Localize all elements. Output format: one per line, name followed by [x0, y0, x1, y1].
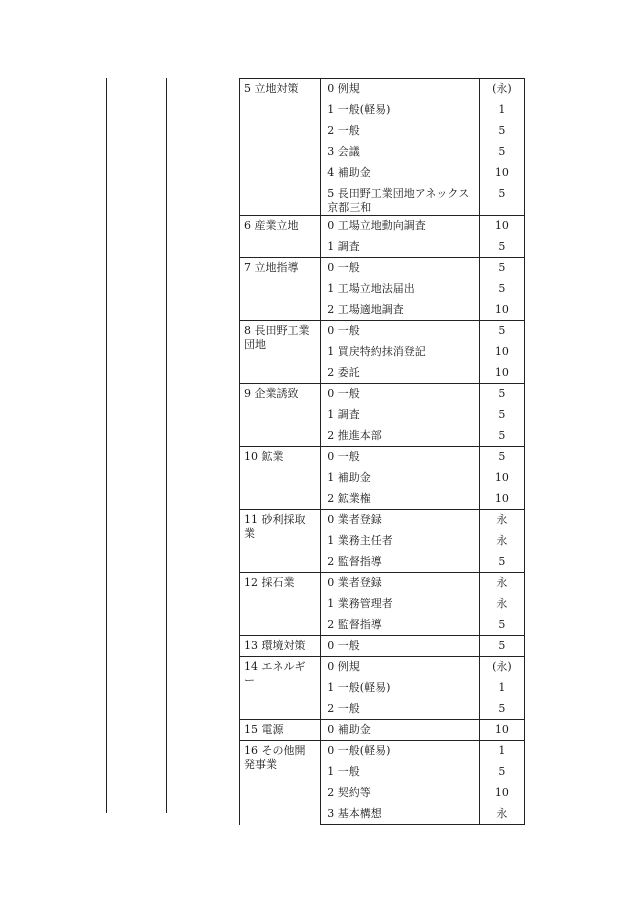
classification-table	[239, 78, 525, 825]
retention-period: 5	[479, 184, 524, 216]
section-label: 10 鉱業	[240, 447, 321, 510]
retention-period: 5	[479, 279, 524, 300]
category-item: 0 業者登録	[321, 510, 480, 531]
retention-period: 5	[479, 237, 524, 258]
table-row	[240, 741, 525, 762]
retention-period: 5	[479, 142, 524, 163]
retention-period: 5	[479, 762, 524, 783]
category-item: 0 一般	[321, 447, 480, 468]
section-label: 11 砂利採取業	[240, 510, 321, 573]
section-label: 8 長田野工業団地	[240, 321, 321, 384]
category-item: 0 一般(軽易)	[321, 741, 480, 762]
retention-period: 永	[479, 510, 524, 531]
category-item: 2 監督指導	[327, 617, 382, 631]
category-item: 1 一般(軽易)	[327, 680, 391, 694]
category-item: 4 補助金	[327, 165, 371, 179]
table-row	[240, 384, 525, 405]
retention-period: 10	[479, 216, 524, 237]
retention-period: 10	[479, 720, 524, 741]
section-label: 6 産業立地	[240, 216, 321, 258]
category-item: 1 買戻特約抹消登記	[327, 344, 426, 358]
category-item: 1 工場立地法届出	[327, 281, 415, 295]
section-label: 13 環境対策	[240, 636, 321, 657]
retention-period: 5	[479, 384, 524, 405]
left-column-divider	[166, 78, 167, 813]
category-item: 2 工場適地調査	[327, 302, 404, 316]
section-label: 16 その他開発事業	[240, 741, 321, 825]
retention-period: 永	[479, 804, 524, 825]
section-label: 5 立地対策	[240, 79, 321, 216]
table-row	[240, 720, 525, 741]
section-label: 7 立地指導	[240, 258, 321, 321]
retention-period: 1	[479, 678, 524, 699]
category-item: 0 工場立地動向調査	[321, 216, 480, 237]
retention-period: 5	[479, 552, 524, 573]
table-row	[240, 79, 525, 100]
category-item: 1 業務管理者	[327, 596, 393, 610]
table-row	[240, 216, 525, 237]
retention-period: 5	[479, 321, 524, 342]
category-item: 2 契約等	[327, 785, 371, 799]
category-item: 2 一般	[327, 701, 360, 715]
category-item: 0 一般	[321, 636, 480, 657]
retention-period: (永)	[479, 79, 524, 100]
retention-period: 10	[479, 363, 524, 384]
retention-period: 5	[479, 121, 524, 142]
category-item: 2 鉱業権	[327, 491, 371, 505]
category-item: 5 長田野工業団地アネックス京都三和	[327, 186, 470, 214]
table-row	[240, 573, 525, 594]
category-item: 0 一般	[321, 258, 480, 279]
table-row	[240, 447, 525, 468]
category-item: 2 監督指導	[327, 554, 382, 568]
retention-period: (永)	[479, 657, 524, 678]
retention-period: 5	[479, 426, 524, 447]
category-item: 1 業務主任者	[327, 533, 393, 547]
retention-period: 10	[479, 783, 524, 804]
category-item: 0 例規	[321, 657, 480, 678]
section-label: 9 企業誘致	[240, 384, 321, 447]
category-item: 0 業者登録	[321, 573, 480, 594]
section-label: 12 採石業	[240, 573, 321, 636]
category-item: 0 例規	[321, 79, 480, 100]
retention-period: 10	[479, 342, 524, 363]
retention-period: 永	[479, 573, 524, 594]
retention-period: 10	[479, 300, 524, 321]
table-row	[240, 510, 525, 531]
category-item: 1 一般	[327, 764, 360, 778]
category-item: 1 一般(軽易)	[327, 102, 391, 116]
section-label: 15 電源	[240, 720, 321, 741]
table-row	[240, 657, 525, 678]
retention-period: 10	[479, 489, 524, 510]
retention-period: 5	[479, 405, 524, 426]
retention-period: 1	[479, 100, 524, 121]
table-row	[240, 636, 525, 657]
category-item: 3 会議	[327, 144, 360, 158]
retention-period: 1	[479, 741, 524, 762]
category-item: 1 調査	[327, 407, 360, 421]
retention-period: 永	[479, 594, 524, 615]
category-item: 2 委託	[327, 365, 360, 379]
classification-table-body	[240, 79, 525, 825]
retention-period: 永	[479, 531, 524, 552]
retention-period: 5	[479, 636, 524, 657]
table-row	[240, 258, 525, 279]
category-item: 2 推進本部	[327, 428, 382, 442]
left-border-line	[106, 78, 107, 813]
retention-period: 10	[479, 468, 524, 489]
category-item: 2 一般	[327, 123, 360, 137]
retention-period: 5	[479, 447, 524, 468]
category-item: 0 一般	[321, 321, 480, 342]
retention-period: 5	[479, 699, 524, 720]
retention-period: 10	[479, 163, 524, 184]
retention-period: 5	[479, 615, 524, 636]
category-item: 1 調査	[327, 239, 360, 253]
category-item: 3 基本構想	[321, 804, 480, 825]
retention-period: 5	[479, 258, 524, 279]
section-label: 14 エネルギー	[240, 657, 321, 720]
category-item: 0 補助金	[321, 720, 480, 741]
category-item: 1 補助金	[327, 470, 371, 484]
category-item: 0 一般	[321, 384, 480, 405]
table-row	[240, 321, 525, 342]
